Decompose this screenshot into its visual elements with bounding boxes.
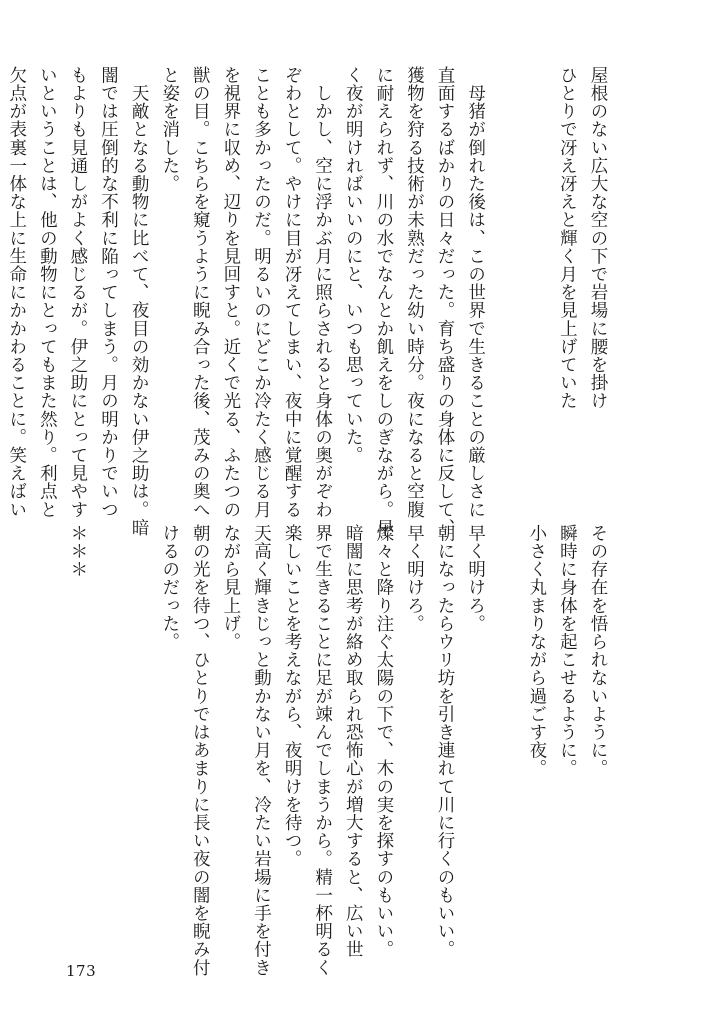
text-line: と姿を消した。	[159, 66, 180, 193]
text-line: 瞬時に身体を起こせるように。	[557, 524, 578, 778]
text-line	[0, 66, 1, 486]
text-line: 楽しいことを考えながら、夜明けを待つ。	[282, 524, 303, 868]
text-line: 早く明けろ。	[404, 524, 425, 633]
text-line: 界で生きることに足が竦んでしまうから。精一杯明るく	[312, 524, 333, 977]
blank-line	[124, 524, 155, 964]
text-line: 小さく丸まりながら過ごす夜。	[526, 524, 547, 778]
upper-text-block	[0, 66, 613, 537]
text-line: ながら見上げ。	[220, 524, 241, 651]
text-line: 朝になったらウリ坊を引き連れて川に行くのもいい。	[435, 524, 456, 959]
text-line: 欠点が表裏一体な上に生命にかかわることに。笑えばい	[6, 66, 27, 519]
text-line: いということは、他の動物にとってもまた然り。利点と	[37, 66, 58, 519]
blank-line	[491, 66, 522, 486]
text-line: 闇では圧倒的な不利に陥ってしまう。月の明かりでいつ	[98, 66, 119, 519]
text-line: 暗闇に思考が絡め取られ恐怖心が増大すると、広い世	[343, 524, 364, 959]
blank-line	[93, 524, 124, 964]
text-line: 獲物を狩る技術が未熟だった幼い時分。夜になると空腹	[404, 66, 425, 519]
text-line: けるのだった。	[159, 524, 180, 651]
text-line: 早く明けろ。	[465, 524, 486, 633]
text-line: もよりも見通しがよく感じるが。伊之助にとって見やす	[67, 66, 88, 519]
text-line: ぞわとして。やけに目が冴えてしまい、夜中に覚醒する	[282, 66, 303, 519]
section-break: ＊＊＊	[67, 524, 88, 579]
text-line: を視界に収め、辺りを見回すと。近くで光る、ふたつの	[220, 66, 241, 519]
text-line: 燦々と降り注ぐ太陽の下で、木の実を探すのもいい。	[373, 524, 394, 959]
text-line: 天敵となる動物に比べて、夜目の効かない伊之助は。暗	[129, 66, 150, 537]
text-line: ひとりで冴え冴えと輝く月を見上げていた	[557, 66, 578, 410]
text-line: しかし、空に浮かぶ月に照らされると身体の奥がぞわ	[312, 66, 333, 519]
text-line: 朝の光を待つ、ひとりではあまりに長い夜の闇を睨み付	[190, 524, 211, 977]
blank-line	[491, 524, 522, 964]
blank-line	[521, 66, 552, 486]
page-number: 173	[66, 962, 97, 980]
text-line: に耐えられず、川の水でなんとか飢えをしのぎながら。早	[373, 66, 394, 537]
text-line: く夜が明ければいいのにと、いつも思っていた。	[343, 66, 364, 465]
text-line: 母猪が倒れた後は、この世界で生きることの厳しさに	[465, 66, 486, 519]
text-line: その存在を悟られないように。	[588, 524, 608, 778]
text-line: 直面するばかりの日々だった。育ち盛りの身体に反して、	[435, 66, 456, 537]
text-line: 天高く輝きじっと動かない月を、冷たい岩場に手を付き	[251, 524, 272, 977]
text-line: ことも多かったのだ。明るいのにどこか冷たく感じる月	[251, 66, 272, 519]
text-line: 獣の目。こちらを窺うように睨み合った後、茂みの奥へ	[190, 66, 211, 519]
text-line: 屋根のない広大な空の下で岩場に腰を掛け	[588, 66, 608, 410]
